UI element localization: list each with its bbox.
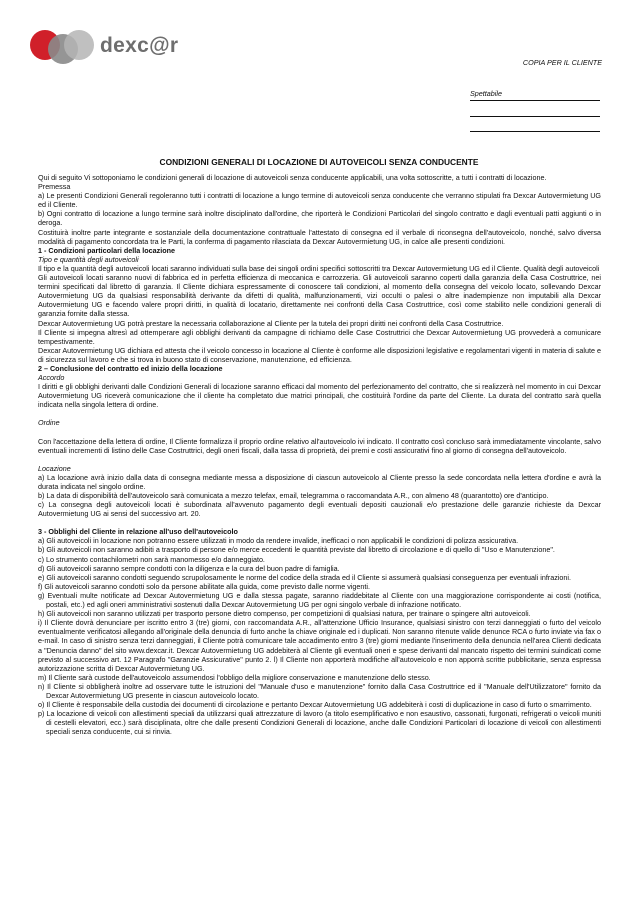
address-line (470, 116, 600, 117)
section-heading: 1 - Condizioni particolari della locazione (38, 245, 175, 255)
paragraph: e) Gli autoveicoli saranno condotti seguendo scrupolosamente le norme del codice della strada ed il Cliente si assumerà qualsiasi conseguenza per eventuali infrazioni. (38, 572, 571, 582)
paragraph: b) La data di disponibilità dell'autoveicolo sarà comunicata a mezzo telefax, email, telegramma o raccomandata A.R., con almeno 48 (quarantotto) ore d'anticipo. (38, 491, 549, 500)
paragraph: Qui di seguito Vi sottoponiamo le condizioni generali di locazione di autoveicoli senza conducente applicabili, una volta sottoscritte, a tutti i contratti di locazione. (38, 173, 547, 182)
paragraph: g) Eventuali multe notificate ad Dexcar Autovermietung UG e dalla stessa pagate, saranno riaddebitate al Cliente con una maggiorazione corrispondente ai costi (notifica, postali, etc.) ed agli oneri amministrativi sostenuti dalla Dexcar Autovermietung UG per ogni singolo verbale di infrazione notificato. (38, 590, 601, 610)
paragraph: Con l'accettazione della lettera di ordine, Il Cliente formalizza il proprio ordine relativo all'autoveicolo ivi indicato. Il contratto così concluso sarà immediatamente vincolante, salvo eventuali incrementi di listino delle Case Costruttrici, degli oneri fiscali, dalla tassa di proprietà, dei premi e costi assicurativi fino al giorno di consegna dell'autoveicolo. (38, 436, 601, 455)
paragraph: h) Gli autoveicoli non saranno utilizzati per trasporto persone dietro compenso, per competizioni di qualsiasi natura, per trainare o spingere altri autoveicoli. (38, 609, 531, 619)
paragraph: a) Gli autoveicoli in locazione non potranno essere utilizzati in modo da rendere invalide, inefficaci o non applicabili le condizioni di polizza assicurativa. (38, 536, 519, 546)
paragraph-gap (38, 428, 601, 437)
subsection-heading: Locazione (38, 463, 71, 473)
paragraph: n) Il Cliente si obbligherà inoltre ad osservare tutte le istruzioni del "Manuale d'uso e manutenzione" fornito dalla Casa Costruttrice ed il "Manuale dell'Utilizzatore" fornito da Dexcar Autovermietung UG presente in ciascun autoveicolo locato. (38, 681, 601, 700)
address-line (470, 131, 600, 132)
document-title: CONDIZIONI GENERALI DI LOCAZIONE DI AUTOVEICOLI SENZA CONDUCENTE (159, 157, 479, 167)
paragraph: b) Ogni contratto di locazione a lungo termine sarà inoltre disciplinato dall'ordine, che riporterà le Condizioni Particolari del singolo contratto e dagli eventuali patti aggiunti o in deroga. (38, 209, 601, 228)
paragraph: Dexcar Autovermietung UG potrà prestare la necessaria collaborazione al Cliente per la tutela dei propri diritti nei confronti della Casa Costruttrice. (38, 318, 504, 328)
address-line (470, 100, 600, 101)
section-heading: 3 - Obblighi del Cliente in relazione all'uso dell'autoveicolo (38, 527, 238, 537)
paragraph: Premessa (38, 182, 71, 192)
document-body (38, 173, 601, 736)
copy-label: COPIA PER IL CLIENTE (522, 58, 602, 67)
company-logo (28, 26, 178, 66)
paragraph: b) Gli autoveicoli non saranno adibiti a trasporto di persone e/o merce eccedenti le quantità previste dal libretto di circolazione e di quello di "Uso e Manutenzione". (38, 545, 555, 555)
paragraph: Dexcar Autovermietung UG dichiara ed attesta che il veicolo concesso in locazione al Cliente è conforme alle disposizioni legislative e regolamentari vigenti in materia di salute e di sicurezza sul lavoro e che si trova in buono stato di conservazione, manutenzione, ed efficienza. (38, 345, 601, 364)
section-heading: 2 – Conclusione del contratto ed inizio della locazione (38, 363, 223, 373)
paragraph: p) La locazione di veicoli con allestimenti speciali da utilizzarsi quali attrezzature di lavoro (a titolo esemplificativo e non esaustivo, cassonati, furgonati, refrigerati o veicoli muniti di cestelli elevatori, ecc.) sarà disciplinata, oltre che dalle presenti Condizioni Generali di locazione, anche dalle Condizioni Particolari di locazione di veicoli con allestimenti speciali senza conducente, cui si rinvia. (38, 709, 601, 737)
paragraph: a) La locazione avrà inizio dalla data di consegna mediante messa a disposizione di ciascun autoveicolo al Cliente presso la sede concordata nella lettera d'ordine e avrà la durata indicata nel singolo ordine. (38, 472, 601, 491)
paragraph: a) Le presenti Condizioni Generali regoleranno tutti i contratti di locazione a lungo termine di autoveicoli senza conducente che verranno stipulati fra Dexcar Autovermietung UG ed il Cliente. (38, 191, 601, 210)
paragraph: f) Gli autoveicoli saranno condotti solo da persone abilitate alla guida, come previsto dalle norme vigenti. (38, 581, 371, 591)
addressee-label: Spettabile (470, 89, 502, 98)
subsection-heading: Ordine (38, 418, 60, 428)
paragraph-gap (38, 518, 601, 527)
paragraph-gap (38, 409, 601, 418)
paragraph-gap (38, 455, 601, 464)
paragraph: m) Il Cliente sarà custode dell'autoveicolo assumendosi l'obbligo della migliore conservazione e manutenzione dello stesso. (38, 672, 431, 682)
logo-text: dexc@r (100, 34, 179, 57)
paragraph: Il tipo e la quantità degli autoveicoli locati saranno individuati sulla base dei singoli ordini specifici sottoscritti tra Dexcar Autovermietung UG ed il Cliente. Qualità degli autoveicoli (38, 263, 600, 273)
paragraph: Gli autoveicoli locati saranno nuovi di fabbrica ed in perfetta efficienza di meccanica e carrozzeria. Gli autoveicoli saranno coperti dalla garanzia della Casa Costruttrice, nei termini specificati dal libretto di garanzia. Il Cliente dichiara espressamente di conoscere tali condizioni, al momento della consegna del veicolo locato, sollevando Dexcar Autovermietung UG da qualsiasi responsabilità derivante da difetti di qualità, malfunzionamenti, vizi occulti o palesi o altre inadempienze non imputabili alla Dexcar Autovermietung UG e facendo valere propri diritti, in qualità di locatario, direttamente nei confronti della Casa Costruttrice, così come stabilito nelle condizioni generali di garanzia fornite dalla stessa. (38, 273, 601, 319)
paragraph: Costituirà inoltre parte integrante e sostanziale della documentazione contrattuale l'attestato di consegna ed il verbale di riconsegna dell'autoveicolo, nonché, salvo diversa modalità di pagamento concordata tra le Parti, la conferma di pagamento rilasciata da Dexcar Autovermietung UG, in calce alle presenti condizioni. (38, 227, 601, 246)
paragraph: o) Il Cliente è responsabile della custodia dei documenti di circolazione e pertanto Dexcar Autovermietung UG addebiterà i costi di duplicazione in caso di furto o smarrimento. (38, 700, 592, 710)
paragraph: d) Gli autoveicoli saranno sempre condotti con la diligenza e la cura del buon padre di famiglia. (38, 563, 340, 573)
paragraph: c) Lo strumento contachilometri non sarà manomesso e/o danneggiato. (38, 554, 265, 564)
paragraph: Il Cliente si impegna altresì ad ottemperare agli obblighi derivanti da campagne di richiamo delle Case Costruttrici che Dexcar Autovermietung UG provvederà a comunicare tempestivamente. (38, 327, 601, 346)
paragraph: i) Il Cliente dovrà denunciare per iscritto entro 3 (tre) giorni, con raccomandata A.R., all'attenzione Ufficio Insurance, qualsiasi sinistro con terzi danneggiati o furto del veicolo eventualmente verificatosi allegando all'originale della denuncia di furto anche la chiave originale ed i duplicati. Non saranno ritenute valide denunce RCA o furto inviate via fax o e-mail. In caso di sinistro senza terzi danneggiati, il Cliente potrà comunicare tale accadimento entro 3 (tre) giorni mediante l'inserimento della denuncia nell'area Clienti dedicata a "Denuncia danno" del sito www.dexcar.it. Dexcar Autovermietung UG addebiterà al Cliente gli eventuali oneri e spese derivanti dal mancato rispetto dei termini suindicati come previsto al successivo art. 12 Paragrafo "Garanzie Assicurative" punto 2. l) Il Cliente non apporterà modifiche all'autoveicolo e non apporrà scritte pubblicitarie, senza espressa autorizzazione scritta di Dexcar Autovermietung UG. (38, 618, 601, 673)
subsection-heading: Tipo e quantità degli autoveicoli (38, 254, 139, 264)
logo-mark-icon (28, 26, 96, 66)
paragraph: c) La consegna degli autoveicoli locati è subordinata all'avvenuto pagamento degli eventuali depositi cauzionali e/o prestazione delle garanzie richieste da Dexcar Autovermietung UG ai sensi del successivo art. 20. (38, 500, 601, 519)
subsection-heading: Accordo (38, 373, 65, 383)
paragraph: I diritti e gli obblighi derivanti dalle Condizioni Generali di locazione saranno efficaci dal momento del perfezionamento del contratto, che si realizzerà nel momento in cui Dexcar Autovermietung UG riceverà comunicazione che il cliente ha completato due matrici principali, che costituirà l'ordine da parte del Cliente. La durata del contratto sarà quella indicata nella singola lettera di ordine. (38, 382, 601, 410)
